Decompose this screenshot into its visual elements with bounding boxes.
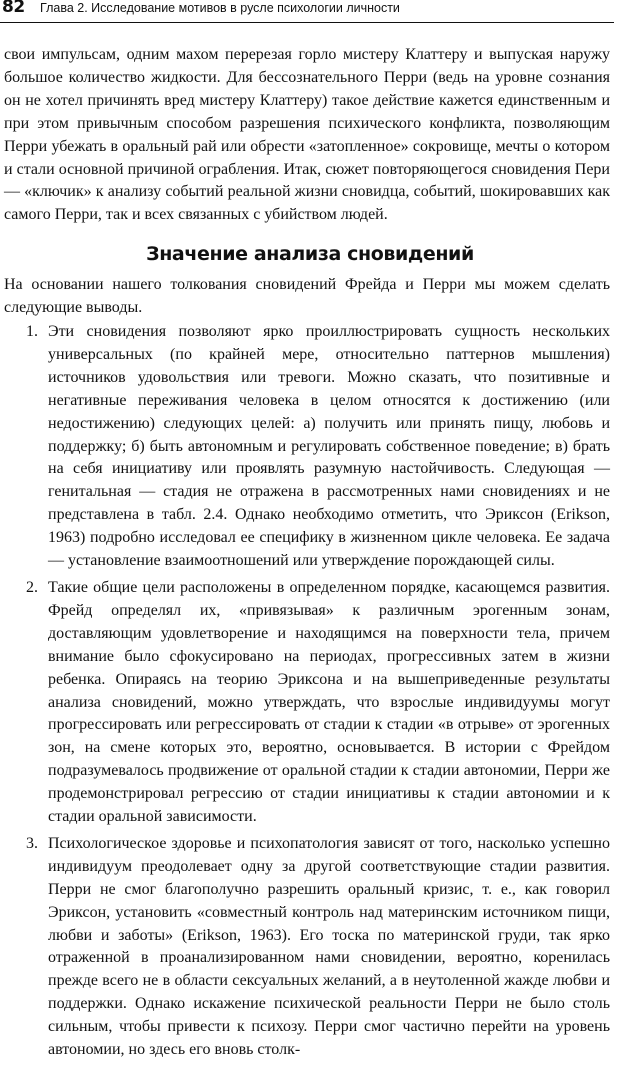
numbered-list — [4, 321, 610, 1066]
page-number: 82 — [2, 0, 25, 17]
list-item-text: Такие общие цели расположены в определенном порядке, касающемся развития. Фрейд определял их, «привязывая» к различным эрогенным зонам, доставляющим удовлетворение и находящимся на поверхности тела, причем внимание было сфокусировано на периодах, прогрессивных затем в жизни ребенка. Опираясь на теорию Эриксона и на вышеприведенные результаты анализа сновидений, можно утверждать, что взрослые индивидуумы могут прогрессировать или регрессировать от стадии к стадии «в отрыве» от эрогенных зон, на смене которых это, вероятно, основывается. В истории с Фрейдом подразумевалось продвижение от оральной стадии к стадии автономии, Перри же продемонстрировал регрессию от стадии инициативы к стадии автономии и к стадии оральной зависимости. — [48, 578, 610, 826]
list-item — [4, 833, 610, 1062]
page-header — [0, 0, 614, 23]
section-heading: Значение анализа сновидений — [146, 243, 474, 265]
body-paragraph-1: свои импульсам, одним махом перерезая горло мистеру Клаттеру и выпуская наружу большое количество жидкости. Для бессознательного Перри (ведь на уровне сознания он не хотел причинять вред мистеру Клаттеру) такое действие кажется единственным и при этом привычным способом разрешения психического конфликта, позволяющим Перри убежать в оральный рай или обрести «затопленное» сокровище, мечты о котором и стали основной причиной ограбления. Итак, сюжет повторяющегося сновидения Пери — «ключик» к анализу событий реальной жизни сновидца, событий, шокировавших как самого Перри, так и всех связанных с убийством людей. — [4, 46, 610, 224]
list-item-number: 1. — [26, 323, 38, 340]
list-item-text: Эти сновидения позволяют ярко проиллюстрировать сущность нескольких универсальных (по крайней мере, относительно паттернов мышления) источников удовольствия или тревоги. Можно сказать, что позитивные и негативные переживания человека в целом относятся к достижению (или недостижению) следующих целей: а) получить или принять пищу, любовь и поддержку; б) быть автономным и регулировать собственное поведение; в) брать на себя инициативу или проявлять разумную настойчивость. Следующая — генитальная — стадия не отражена в рассмотренных нами сновидениях и не представлена в табл. 2.4. Однако необходимо отметить, что Эриксон (Erikson, 1963) подробно исследовал ее специфику в жизненном цикле человека. Ее задача — установление взаимоотношений или утверждение порождающей силы. — [48, 323, 610, 570]
running-title: Глава 2. Исследование мотивов в русле психологии личности — [40, 1, 400, 15]
list-item — [4, 321, 610, 573]
list-item-text: Психологическое здоровье и психопатология зависят от того, насколько успешно индивидуум преодолевает одну за другой соответствующие стадии развития. Перри не смог благополучно разрешить оральный кризис, т. е., как говорил Эриксон, установить «совместный контроль над материнским источником пищи, любви и заботы» (Erikson, 1963). Его тоска по материнской груди, так ярко отраженной в проанализированном нами сновидении, вероятно, коренилась прежде всего не в области сексуальных желаний, а в неутоленной жажде любви и поддержки. Однако искажение психической реальности Перри не было столь сильным, чтобы привести к психозу. Перри смог частично перейти на уровень автономии, но здесь его вновь столк- — [48, 834, 610, 1059]
list-item-number: 2. — [26, 578, 38, 596]
list-item-number: 3. — [26, 834, 38, 852]
list-item — [4, 577, 610, 829]
body-paragraph-2: На основании нашего толкования сновидений Фрейда и Перри мы можем сделать следующие выводы. — [4, 276, 610, 316]
